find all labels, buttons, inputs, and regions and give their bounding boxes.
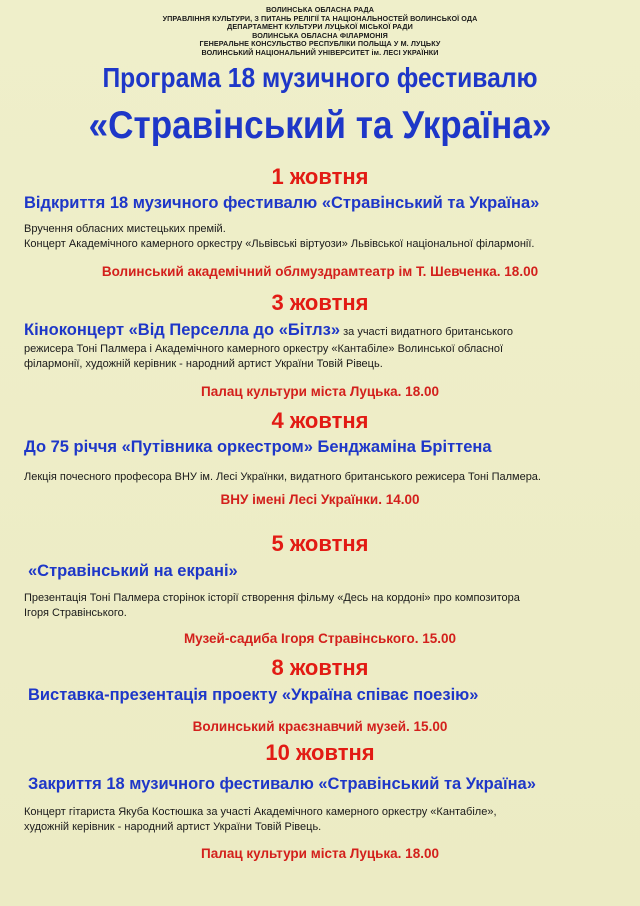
organizers-block bbox=[0, 6, 640, 58]
event-venue: Волинський академічний облмуздрамтеатр ім Т. Шевченка. 18.00 bbox=[101, 264, 539, 279]
organizer-line: ДЕПАРТАМЕНТ КУЛЬТУРИ ЛУЦЬКОЇ МІСЬКОЇ РАДИ bbox=[227, 22, 413, 32]
organizer-line: ВОЛИНСЬКА ОБЛАСНА ФІЛАРМОНІЯ bbox=[252, 30, 388, 40]
event-date: 10 жовтня bbox=[265, 740, 375, 765]
event-venue: Музей-садиба Ігоря Стравінського. 15.00 bbox=[183, 631, 457, 646]
description-line: Ігоря Стравінського. bbox=[24, 607, 127, 619]
event-date: 3 жовтня bbox=[271, 290, 369, 315]
description-line: Концерт Академічного камерного оркестру «Львівські віртуози» Львівської національної філармонії. bbox=[24, 238, 535, 250]
organizer-line: ВОЛИНСЬКИЙ НАЦІОНАЛЬНИЙ УНІВЕРСИТЕТ ім. ЛЕСІ УКРАЇНКИ bbox=[201, 47, 439, 57]
event-heading: Кіноконцерт «Від Перселла до «Бітлз» bbox=[24, 321, 341, 339]
event-description bbox=[24, 342, 503, 372]
event-venue: Палац культури міста Луцька. 18.00 bbox=[201, 846, 439, 861]
event-venue: Палац культури міста Луцька. 18.00 bbox=[201, 384, 439, 399]
event-heading: Виставка-презентація проекту «Україна співає поезію» bbox=[28, 686, 479, 704]
description-line: Лекція почесного професора ВНУ ім. Лесі Українки, видатного британського режисера Тоні Палмера. bbox=[24, 471, 541, 483]
event-description bbox=[24, 470, 541, 485]
event-heading-continuation: за участі видатного британського bbox=[340, 326, 514, 338]
organizer-line: ГЕНЕРАЛЬНЕ КОНСУЛЬСТВО РЕСПУБЛІКИ ПОЛЬЩА У М. ЛУЦЬКУ bbox=[199, 39, 441, 49]
description-line: Вручення обласних мистецьких премій. bbox=[24, 223, 226, 235]
program-title: Програма 18 музичного фестивалю bbox=[102, 62, 538, 93]
event-venue: Волинський краєзнавчий музей. 15.00 bbox=[192, 719, 448, 734]
event-date: 1 жовтня bbox=[271, 164, 369, 189]
event-heading-row bbox=[24, 323, 513, 340]
description-line: Презентація Тоні Палмера сторінок історії створення фільму «Десь на кордоні» про композитора bbox=[24, 592, 520, 604]
organizer-line: ВОЛИНСЬКА ОБЛАСНА РАДА bbox=[265, 5, 375, 14]
event-heading: «Стравінський на екрані» bbox=[28, 562, 238, 580]
festival-name: «Стравінський та Україна» bbox=[88, 104, 552, 147]
event-heading: Закриття 18 музичного фестивалю «Стравінський та Україна» bbox=[28, 775, 536, 793]
description-line: художній керівник - народний артист України Товій Рівець. bbox=[24, 821, 322, 833]
event-heading: До 75 річчя «Путівника оркестром» Бенджаміна Бріттена bbox=[24, 438, 492, 456]
description-line: філармонії, художній керівник - народний артист України Товій Рівець. bbox=[24, 358, 383, 370]
event-date: 8 жовтня bbox=[271, 655, 369, 680]
description-line: режисера Тоні Палмера і Академічного камерного оркестру «Кантабіле» Волинської обласної bbox=[24, 343, 504, 355]
organizer-line: УПРАВЛІННЯ КУЛЬТУРИ, З ПИТАНЬ РЕЛІГІЇ ТА НАЦІОНАЛЬНОСТЕЙ ВОЛИНСЬКОЇ ОДА bbox=[162, 13, 478, 23]
event-description bbox=[24, 591, 520, 621]
event-date: 4 жовтня bbox=[271, 408, 369, 433]
event-venue: ВНУ імені Лесі Українки. 14.00 bbox=[220, 492, 420, 507]
description-line: Концерт гітариста Якуба Костюшка за участі Академічного камерного оркестру «Кантабіле», bbox=[24, 806, 497, 818]
event-description bbox=[24, 222, 534, 252]
event-description bbox=[24, 805, 497, 835]
event-date: 5 жовтня bbox=[271, 531, 369, 556]
event-heading: Відкриття 18 музичного фестивалю «Стравінський та Україна» bbox=[24, 194, 540, 212]
